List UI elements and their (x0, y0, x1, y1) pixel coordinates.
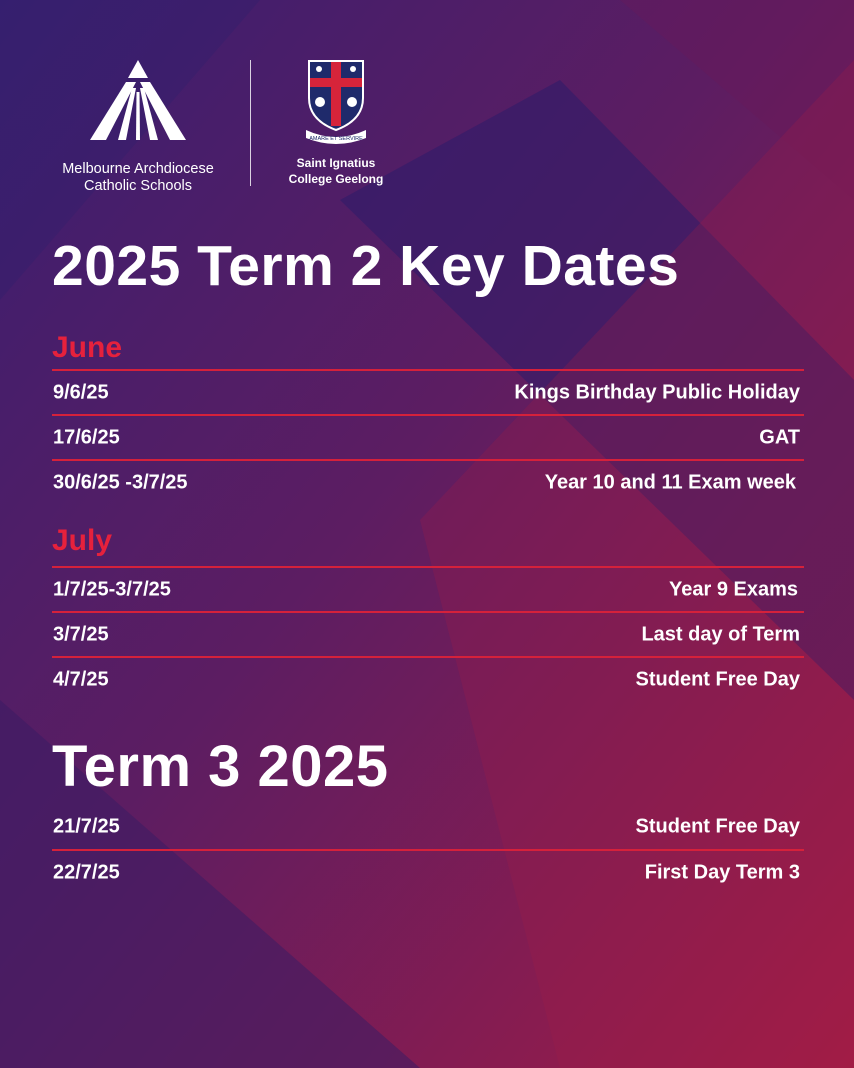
month-heading-july: July (52, 524, 113, 557)
item-event: First Day Term 3 (644, 861, 800, 883)
sic-name-line1: Saint Ignatius (296, 156, 376, 170)
mac-logo (56, 58, 220, 195)
item-event: Student Free Day (635, 815, 800, 837)
term3-list (52, 804, 804, 894)
item-event: Kings Birthday Public Holiday (514, 381, 800, 403)
sic-logo (275, 58, 397, 187)
sic-name-line2: College Geelong (288, 172, 384, 186)
crest-motto: AMARE ET SERVIRE (309, 136, 363, 142)
item-event: Year 9 Exams (669, 578, 798, 600)
list-item (52, 849, 804, 894)
item-event: Year 10 and 11 Exam week (544, 471, 796, 493)
item-event: Last day of Term (641, 623, 800, 645)
item-date: 3/7/25 (53, 623, 109, 645)
sic-crest-icon (303, 58, 369, 144)
item-event: Student Free Day (635, 668, 800, 690)
list-item (52, 369, 804, 414)
logo-divider (250, 60, 251, 186)
item-date: 9/6/25 (53, 381, 109, 403)
mac-name-line1: Melbourne Archdiocese (62, 161, 214, 177)
item-date: 22/7/25 (53, 861, 120, 883)
item-date: 30/6/25 -3/7/25 (53, 471, 188, 493)
june-list (52, 369, 804, 504)
page-title: 2025 Term 2 Key Dates (52, 234, 680, 298)
list-item (52, 459, 804, 504)
item-date: 1/7/25-3/7/25 (53, 578, 171, 600)
item-event: GAT (759, 426, 800, 448)
mac-emblem-icon (88, 58, 188, 142)
list-item (52, 656, 804, 701)
term3-title: Term 3 2025 (52, 734, 389, 799)
item-date: 17/6/25 (53, 426, 120, 448)
list-item (52, 566, 804, 611)
item-date: 4/7/25 (53, 668, 109, 690)
list-item (52, 804, 804, 849)
list-item (52, 611, 804, 656)
item-date: 21/7/25 (53, 815, 120, 837)
mac-name-line2: Catholic Schools (84, 178, 192, 194)
list-item (52, 414, 804, 459)
july-list (52, 566, 804, 701)
month-heading-june: June (52, 331, 123, 364)
